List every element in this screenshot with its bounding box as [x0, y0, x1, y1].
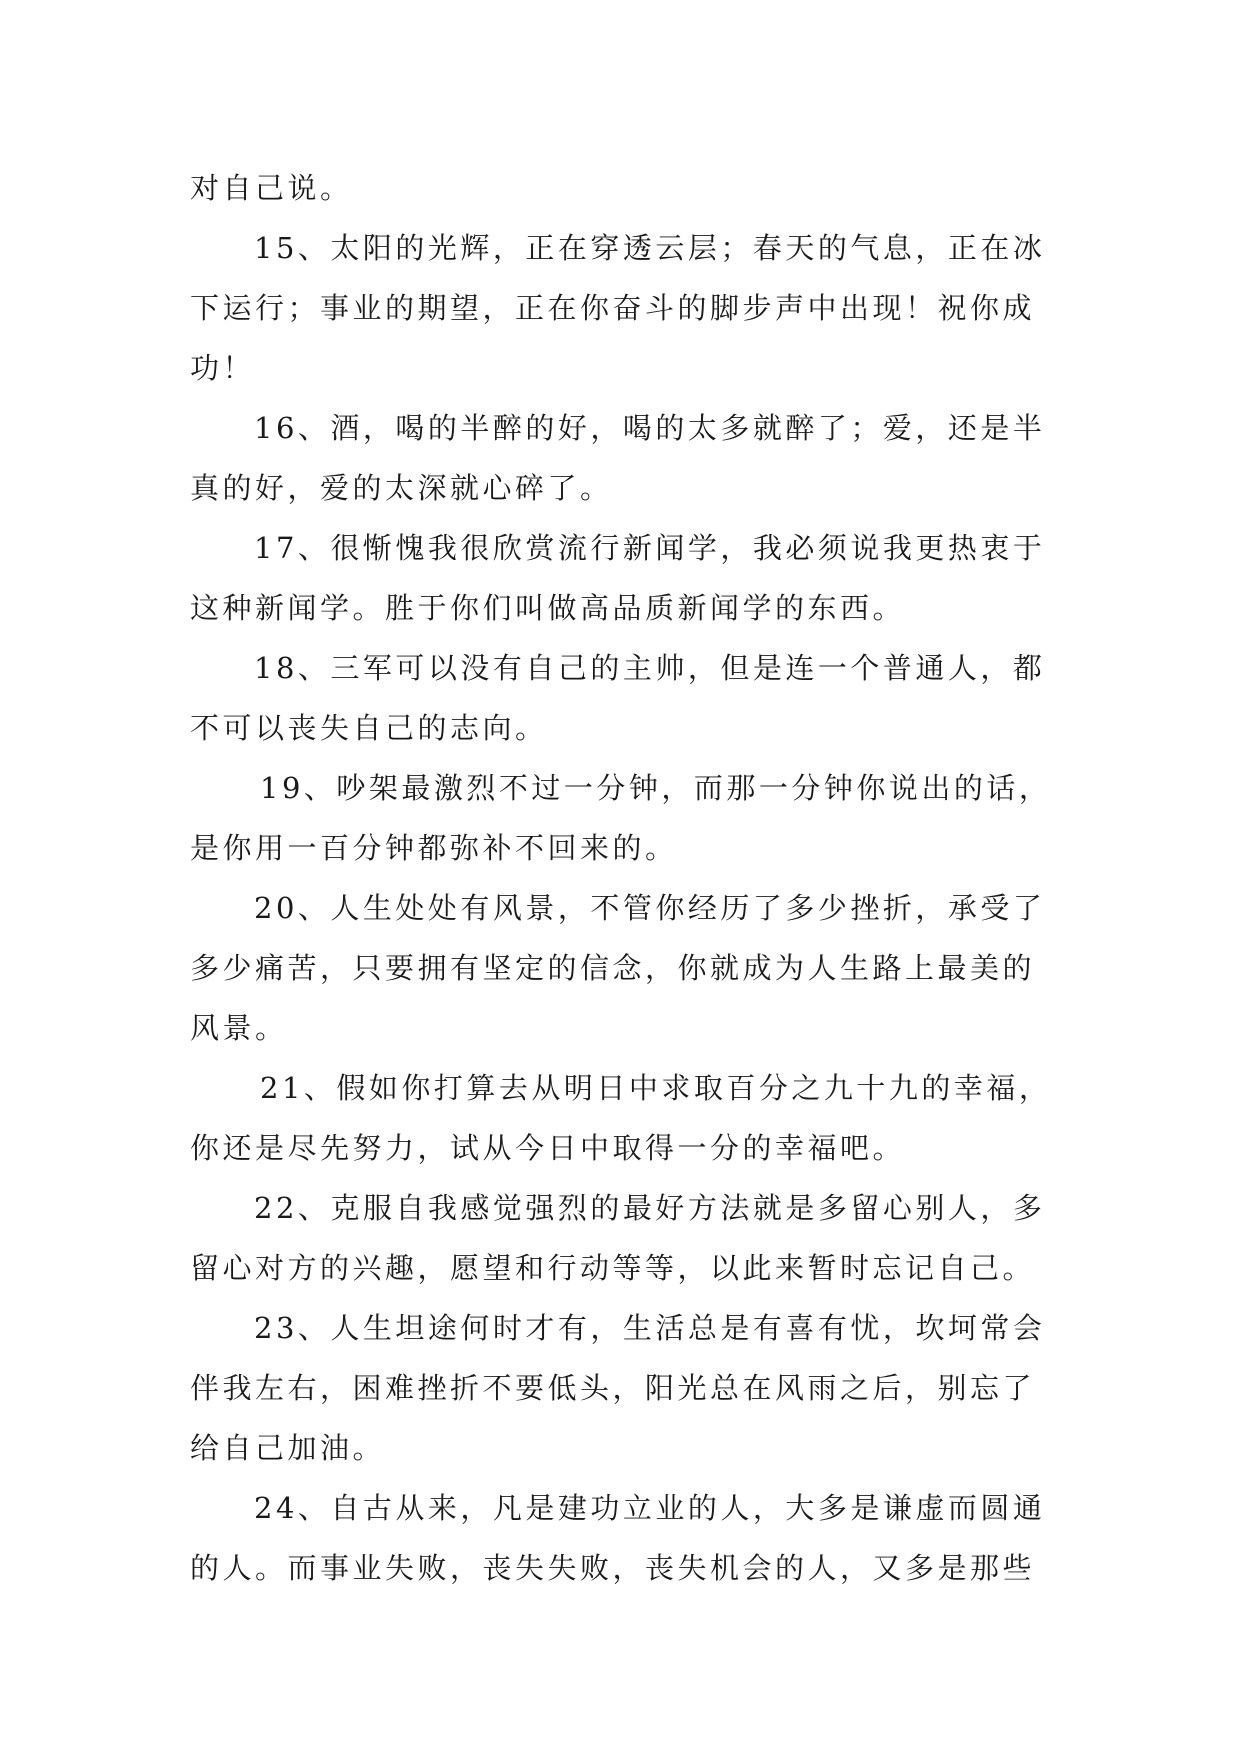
paragraph-19: 19、吵架最激烈不过一分钟，而那一分钟你说出的话，是你用一百分钟都弥补不回来的。	[190, 771, 1052, 865]
paragraph-16: 16、酒，喝的半醉的好，喝的太多就醉了；爱，还是半真的好，爱的太深就心碎了。	[190, 411, 1046, 505]
paragraph-23: 23、人生坦途何时才有，生活总是有喜有忧，坎坷常会伴我左右，困难挫折不要低头，阳光总在风雨之后，别忘了给自己加油。	[190, 1311, 1046, 1465]
paragraph-20: 20、人生处处有风景，不管你经历了多少挫折，承受了多少痛苦，只要拥有坚定的信念，你就成为人生路上最美的风景。	[190, 891, 1046, 1045]
paragraph-18: 18、三军可以没有自己的主帅，但是连一个普通人，都不可以丧失自己的志向。	[190, 651, 1046, 745]
paragraph-17: 17、很惭愧我很欣赏流行新闻学，我必须说我更热衷于这种新闻学。胜于你们叫做高品质新闻学的东西。	[190, 531, 1046, 625]
paragraph-24: 24、自古从来，凡是建功立业的人，大多是谦虚而圆通的人。而事业失败，丧失失败，丧失机会的人，又多是那些	[190, 1491, 1046, 1585]
paragraph-22: 22、克服自我感觉强烈的最好方法就是多留心别人，多留心对方的兴趣，愿望和行动等等，以此来暂时忘记自己。	[190, 1191, 1046, 1285]
paragraph-15: 15、太阳的光辉，正在穿透云层；春天的气息，正在冰下运行；事业的期望，正在你奋斗的脚步声中出现！祝你成功！	[190, 231, 1046, 385]
paragraph-21: 21、假如你打算去从明日中求取百分之九十九的幸福，你还是尽先努力，试从今日中取得一分的幸福吧。	[190, 1071, 1052, 1165]
paragraph-continued: 对自己说。	[190, 171, 353, 205]
document-body	[190, 158, 1060, 1598]
